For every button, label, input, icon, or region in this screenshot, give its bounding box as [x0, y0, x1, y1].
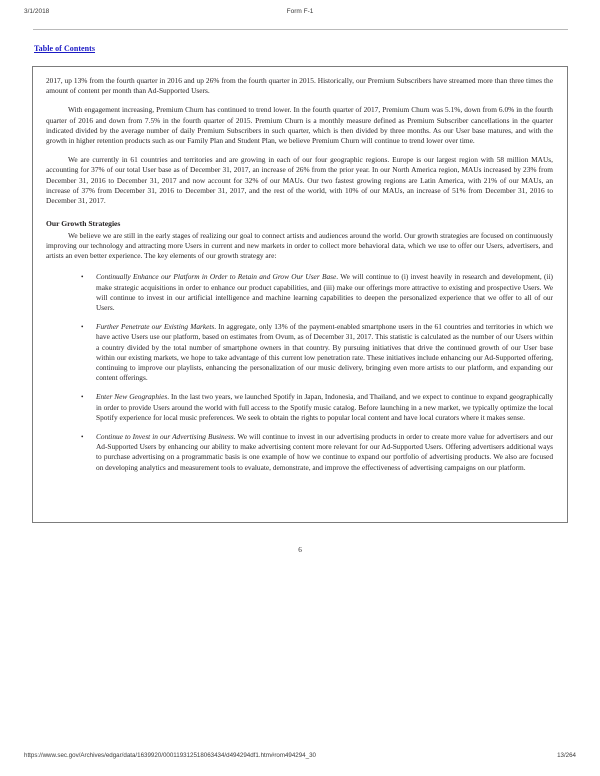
- list-item: [46, 432, 553, 473]
- list-item: [46, 322, 553, 383]
- list-item-body: . We will continue to invest in our advertising products in order to create more value for advertisers and our Ad-Supported Users by enhancing our ability to make advertising content more relevant for our Ad-Supported Users. Offering advertisers additional ways to purchase advertising on a programmatic basis is one example of how we continue to expand our portfolio of advertising products. We also are focused on developing analytics and measurement tools to evaluate, demonstrate, and improve the effectiveness of advertising campaigns on our platform.: [96, 431, 553, 472]
- print-footer-url: https://www.sec.gov/Archives/edgar/data/1639920/000119312518063434/d494294df1.htm#rom494294_30: [24, 752, 316, 759]
- bullet-icon: •: [81, 393, 84, 402]
- print-header-date: 3/1/2018: [24, 8, 50, 15]
- list-item: [46, 272, 553, 313]
- print-footer-page-indicator: 13/264: [557, 752, 576, 759]
- list-item-lead: Continue to Invest in our Advertising Business: [96, 431, 234, 441]
- bullet-icon: •: [81, 432, 84, 441]
- bullet-icon: •: [81, 273, 84, 282]
- list-item-lead: Enter New Geographies: [96, 392, 168, 402]
- list-item-lead: Further Penetrate our Existing Markets: [96, 322, 215, 332]
- print-header-document-title: Form F-1: [286, 8, 314, 15]
- section-heading-growth-strategies: Our Growth Strategies: [46, 219, 121, 229]
- list-item: [46, 392, 553, 423]
- list-item-body: . We will continue to (i) invest heavily in research and development, (ii) make strategic acquisitions in order to enhance our product capabilities, and (iii) make our offerings more attractive to existing and prospective Users. We will continue to invest in our artificial intelligence and machine learning capabilities to deepen the personalized experience that we offer to all of our Users.: [96, 272, 553, 312]
- list-item-lead: Continually Enhance our Platform in Order to Retain and Grow Our User Base: [96, 272, 337, 282]
- growth-strategies-list: [46, 272, 553, 472]
- list-item-body: . In aggregate, only 13% of the payment-enabled smartphone users in the 61 countries and territories in which we have active Users use our platform, based on estimates from Ovum, as of December 31, 2017. This statistic is calculated as the number of our Users within a country divided by the total number of smartphone owners in that country. By pursuing initiatives that drive the continued growth of our User base within our existing markets, we hope to take advantage of this current low penetration rate. These initiatives include enhancing our Ad-Supported offering, continuing to improve our playlists, enhancing the personalization of our music delivery, bringing even more artists to our platform, and expanding our content offerings.: [96, 322, 553, 383]
- paragraph-premium-churn: With engagement increasing, Premium Churn has continued to trend lower. In the fourth quarter of 2017, Premium Churn was 5.1%, down from 6.0% in the fourth quarter of 2016 and down from 7.5% in the fourth quarter of 2015. Premium Churn is a monthly measure defined as Premium Subscriber cancellations in the quarter indicated divided by the average number of daily Premium Subscribers in such quarter, which is then divided by three months. As our User base matures, and with the growth in higher retention products such as our Family Plan and Student Plan, we believe Premium Churn will continue to trend lower over time.: [46, 105, 553, 146]
- page-number: 6: [298, 546, 302, 554]
- print-header: [0, 8, 600, 20]
- header-divider: [33, 29, 568, 30]
- list-item-body: . In the last two years, we launched Spotify in Japan, Indonesia, and Thailand, and we expect to continue to expand geographically in order to provide Users around the world with full access to the Spotify music catalog. Before launching in a new market, we typically optimize the local Spotify experience for local music preferences. We seek to obtain the rights to popular local content and have local curators where it makes sense.: [96, 392, 553, 422]
- document-content-box: [32, 66, 568, 523]
- paragraph-growth-strategies-intro: We believe we are still in the early stages of realizing our goal to connect artists and audiences around the world. Our growth strategies are focused on continuously improving our technology and attracting more Users in current and new markets in order to collect more behavioral data, which we use to offer our Users, advertisers, and artists an even better experience. The key elements of our growth strategy are:: [46, 230, 553, 261]
- document-content-inner: [33, 67, 567, 473]
- paragraph-geographic-regions: We are currently in 61 countries and territories and are growing in each of our four geographic regions. Europe is our largest region with 58 million MAUs, accounting for 37% of our total User base as of December 31, 2017, an increase of 26% from the prior year. In our North America region, MAUs increased by 23% from December 31, 2016 to December 31, 2017 and now account for 32% of our MAUs. Our two fastest growing regions are Latin America, with 21% of our MAUs, an increase of 37% from December 31, 2016 to December 31, 2017, and the rest of the world, with 10% of our MAUs, an increase of 51% from December 31, 2016 to December 31, 2017.: [46, 155, 553, 206]
- paragraph-continued-streaming: 2017, up 13% from the fourth quarter in 2016 and up 26% from the fourth quarter in 2015. Historically, our Premium Subscribers have streamed more than three times the amount of content per month than Ad-Supported Users.: [46, 76, 553, 96]
- table-of-contents-link[interactable]: Table of Contents: [34, 44, 96, 53]
- print-footer: [0, 752, 600, 764]
- bullet-icon: •: [81, 323, 84, 332]
